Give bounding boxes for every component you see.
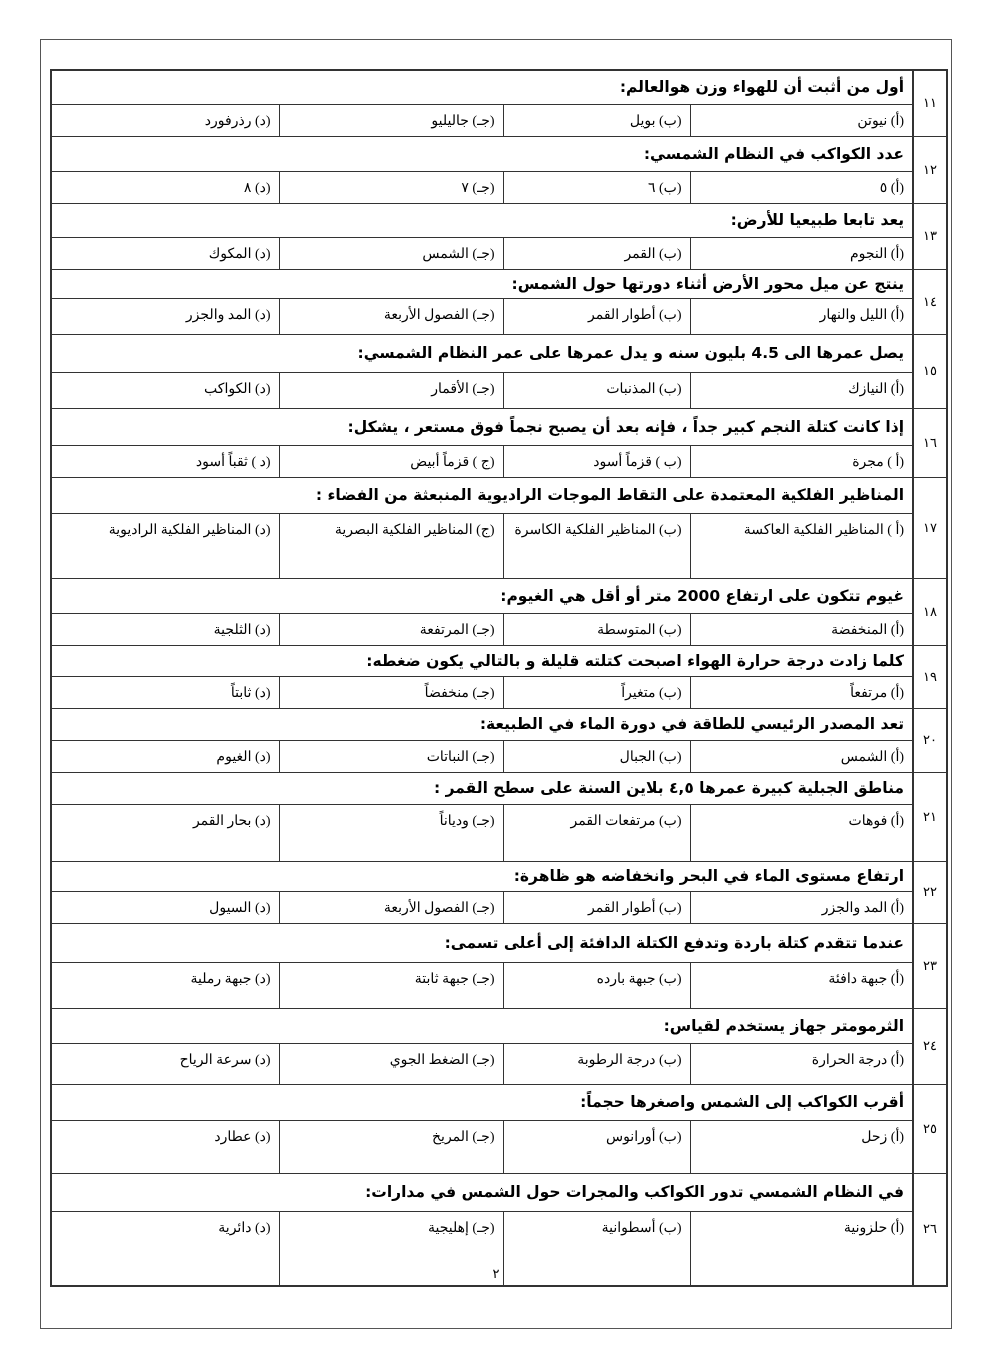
- answer-option[interactable]: (أ) مرتفعاً: [690, 676, 913, 708]
- answer-option[interactable]: (أ) الشمس: [690, 740, 913, 772]
- answer-option[interactable]: (ب) ٦: [503, 171, 690, 203]
- question-number: ٢٢: [913, 861, 947, 923]
- questions-table: [50, 69, 948, 1287]
- answer-option[interactable]: (أ) الليل والنهار: [690, 298, 913, 334]
- options-row: [51, 962, 947, 1008]
- question-row: [51, 477, 947, 513]
- answer-option[interactable]: (ب) مرتفعات القمر: [503, 804, 690, 861]
- question-row: [51, 1173, 947, 1211]
- answer-option[interactable]: (أ) المد والجزر: [690, 891, 913, 923]
- question-number: ١٤: [913, 269, 947, 334]
- answer-option[interactable]: (جـ) المريخ: [279, 1120, 503, 1173]
- answer-option[interactable]: (ب) أورانوس: [503, 1120, 690, 1173]
- options-row: [51, 676, 947, 708]
- question-text: ينتج عن ميل محور الأرض أثناء دورتها حول الشمس:: [51, 269, 913, 298]
- question-number: ١٥: [913, 334, 947, 408]
- question-text: مناطق الجبلية كبيرة عمرها ٤,٥ بلاين السنة على سطح القمر :: [51, 772, 913, 804]
- answer-option[interactable]: (د) جبهة رملية: [51, 962, 279, 1008]
- question-row: [51, 1084, 947, 1120]
- answer-option[interactable]: (ب) درجة الرطوبة: [503, 1043, 690, 1084]
- answer-option[interactable]: (د) ثابتاً: [51, 676, 279, 708]
- answer-option[interactable]: (ج ) قزماً أبيض: [279, 445, 503, 477]
- answer-option[interactable]: (ب) المناظير الفلكية الكاسرة: [503, 513, 690, 578]
- answer-option[interactable]: (أ) زحل: [690, 1120, 913, 1173]
- question-row: [51, 136, 947, 171]
- options-row: [51, 237, 947, 269]
- answer-option[interactable]: (د) المناظير الفلكية الراديوية: [51, 513, 279, 578]
- options-row: [51, 1120, 947, 1173]
- answer-option[interactable]: (د) المد والجزر: [51, 298, 279, 334]
- answer-option[interactable]: (ب) أسطوانية: [503, 1211, 690, 1286]
- answer-option[interactable]: (أ) حلزونية: [690, 1211, 913, 1286]
- question-row: [51, 408, 947, 445]
- answer-option[interactable]: (د) الثلجية: [51, 613, 279, 645]
- question-number: ١٧: [913, 477, 947, 578]
- answer-option[interactable]: (ب ) قزماً أسود: [503, 445, 690, 477]
- answer-option[interactable]: (ب) المذنبات: [503, 372, 690, 408]
- answer-option[interactable]: (ب) المتوسطة: [503, 613, 690, 645]
- question-row: [51, 269, 947, 298]
- answer-option[interactable]: (د) المكوك: [51, 237, 279, 269]
- answer-option[interactable]: (أ) درجة الحرارة: [690, 1043, 913, 1084]
- question-number: ١٩: [913, 645, 947, 708]
- answer-option[interactable]: (د) بحار القمر: [51, 804, 279, 861]
- answer-option[interactable]: (أ ) المناظير الفلكية العاكسة: [690, 513, 913, 578]
- question-row: [51, 923, 947, 962]
- question-number: ٢٣: [913, 923, 947, 1008]
- question-number: ١١: [913, 70, 947, 136]
- answer-option[interactable]: (جـ) الفصول الأربعة: [279, 298, 503, 334]
- options-row: [51, 1043, 947, 1084]
- answer-option[interactable]: (د) الغيوم: [51, 740, 279, 772]
- answer-option[interactable]: (أ) فوهات: [690, 804, 913, 861]
- answer-option[interactable]: (أ) جبهة دافئة: [690, 962, 913, 1008]
- answer-option[interactable]: (ب) جبهة بارده: [503, 962, 690, 1008]
- question-text: عدد الكواكب في النظام الشمسي:: [51, 136, 913, 171]
- answer-option[interactable]: (أ) النجوم: [690, 237, 913, 269]
- answer-option[interactable]: (أ) نيوتن: [690, 104, 913, 136]
- question-text: عندما تتقدم كتلة باردة وتدفع الكتلة الدافئة إلى أعلى تسمى:: [51, 923, 913, 962]
- answer-option[interactable]: (جـ) المرتفعة: [279, 613, 503, 645]
- options-row: [51, 372, 947, 408]
- answer-option[interactable]: (جـ) منخفضاً: [279, 676, 503, 708]
- answer-option[interactable]: (ب) الجبال: [503, 740, 690, 772]
- question-row: [51, 772, 947, 804]
- answer-option[interactable]: (جـ) الشمس: [279, 237, 503, 269]
- question-number: ٢٤: [913, 1008, 947, 1084]
- question-row: [51, 334, 947, 372]
- options-row: [51, 298, 947, 334]
- question-text: يعد تابعا طبيعيا للأرض:: [51, 203, 913, 237]
- answer-option[interactable]: (ب) متغيراً: [503, 676, 690, 708]
- options-row: [51, 891, 947, 923]
- question-row: [51, 708, 947, 740]
- question-text: إذا كانت كتلة النجم كبير جداً ، فإنه بعد أن يصبح نجماً فوق مستعر ، يشكل:: [51, 408, 913, 445]
- options-row: [51, 740, 947, 772]
- answer-option[interactable]: (جـ) الضغط الجوي: [279, 1043, 503, 1084]
- question-text: أقرب الكواكب إلى الشمس واصغرها حجماً:: [51, 1084, 913, 1120]
- options-row: [51, 613, 947, 645]
- question-text: تعد المصدر الرئيسي للطاقة في دورة الماء في الطبيعة:: [51, 708, 913, 740]
- answer-option[interactable]: (جـ) الأقمار: [279, 372, 503, 408]
- question-text: كلما زادت درجة حرارة الهواء اصبحت كتلته قليلة و بالتالي يكون ضغطه:: [51, 645, 913, 676]
- page-number: ٢: [492, 1266, 500, 1281]
- question-number: ٢٥: [913, 1084, 947, 1173]
- answer-option[interactable]: (د) سرعة الرياح: [51, 1043, 279, 1084]
- answer-option[interactable]: (ب) بويل: [503, 104, 690, 136]
- question-number: ٢٠: [913, 708, 947, 772]
- answer-option[interactable]: (د ) ثقباً أسود: [51, 445, 279, 477]
- answer-option[interactable]: (د) دائرية: [51, 1211, 279, 1286]
- question-text: أول من أثبت أن للهواء وزن هوالعالم:: [51, 70, 913, 104]
- answer-option[interactable]: (د) رذرفورد: [51, 104, 279, 136]
- options-row: [51, 104, 947, 136]
- answer-option[interactable]: (د) ٨: [51, 171, 279, 203]
- answer-option[interactable]: (جـ) ودياناً: [279, 804, 503, 861]
- question-text: الثرمومتر جهاز يستخدم لقياس:: [51, 1008, 913, 1043]
- question-number: ٢٦: [913, 1173, 947, 1286]
- question-number: ١٢: [913, 136, 947, 203]
- answer-option[interactable]: (د) الكواكب: [51, 372, 279, 408]
- answer-option[interactable]: (جـ) جاليليو: [279, 104, 503, 136]
- question-number: ١٦: [913, 408, 947, 477]
- question-row: [51, 203, 947, 237]
- question-row: [51, 578, 947, 613]
- question-text: في النظام الشمسي تدور الكواكب والمجرات حول الشمس في مدارات:: [51, 1173, 913, 1211]
- question-text: غيوم تتكون على ارتفاع 2000 متر أو أقل هي الغيوم:: [51, 578, 913, 613]
- answer-option[interactable]: (جـ) إهليجية: [279, 1211, 503, 1286]
- question-row: [51, 861, 947, 891]
- answer-option[interactable]: (د) عطارد: [51, 1120, 279, 1173]
- answer-option[interactable]: (ب) أطوار القمر: [503, 891, 690, 923]
- answer-option[interactable]: (أ) ٥: [690, 171, 913, 203]
- answer-option[interactable]: (جـ) النباتات: [279, 740, 503, 772]
- question-text: ارتفاع مستوى الماء في البحر وانخفاضه هو ظاهرة:: [51, 861, 913, 891]
- options-row: [51, 804, 947, 861]
- answer-option[interactable]: (جـ) الفصول الأربعة: [279, 891, 503, 923]
- question-row: [51, 645, 947, 676]
- answer-option[interactable]: (د) السيول: [51, 891, 279, 923]
- question-number: ١٨: [913, 578, 947, 645]
- answer-option[interactable]: (أ ) مجرة: [690, 445, 913, 477]
- answer-option[interactable]: (أ) المنخفضة: [690, 613, 913, 645]
- question-text: يصل عمرها الى 4.5 بليون سنه و يدل عمرها على عمر النظام الشمسي:: [51, 334, 913, 372]
- question-text: المناظير الفلكية المعتمدة على التقاط الموجات الراديوية المنبعثة من الفضاء :: [51, 477, 913, 513]
- answer-option[interactable]: (أ) النيازك: [690, 372, 913, 408]
- options-row: [51, 171, 947, 203]
- answer-option[interactable]: (جـ) جبهة ثابتة: [279, 962, 503, 1008]
- answer-option[interactable]: (ب) أطوار القمر: [503, 298, 690, 334]
- answer-option[interactable]: (ج) المناظير الفلكية البصرية: [279, 513, 503, 578]
- options-row: [51, 513, 947, 578]
- answer-option[interactable]: (جـ) ٧: [279, 171, 503, 203]
- answer-option[interactable]: (ب) القمر: [503, 237, 690, 269]
- question-number: ١٣: [913, 203, 947, 269]
- question-number: ٢١: [913, 772, 947, 861]
- question-row: [51, 1008, 947, 1043]
- question-row: [51, 70, 947, 104]
- options-row: [51, 445, 947, 477]
